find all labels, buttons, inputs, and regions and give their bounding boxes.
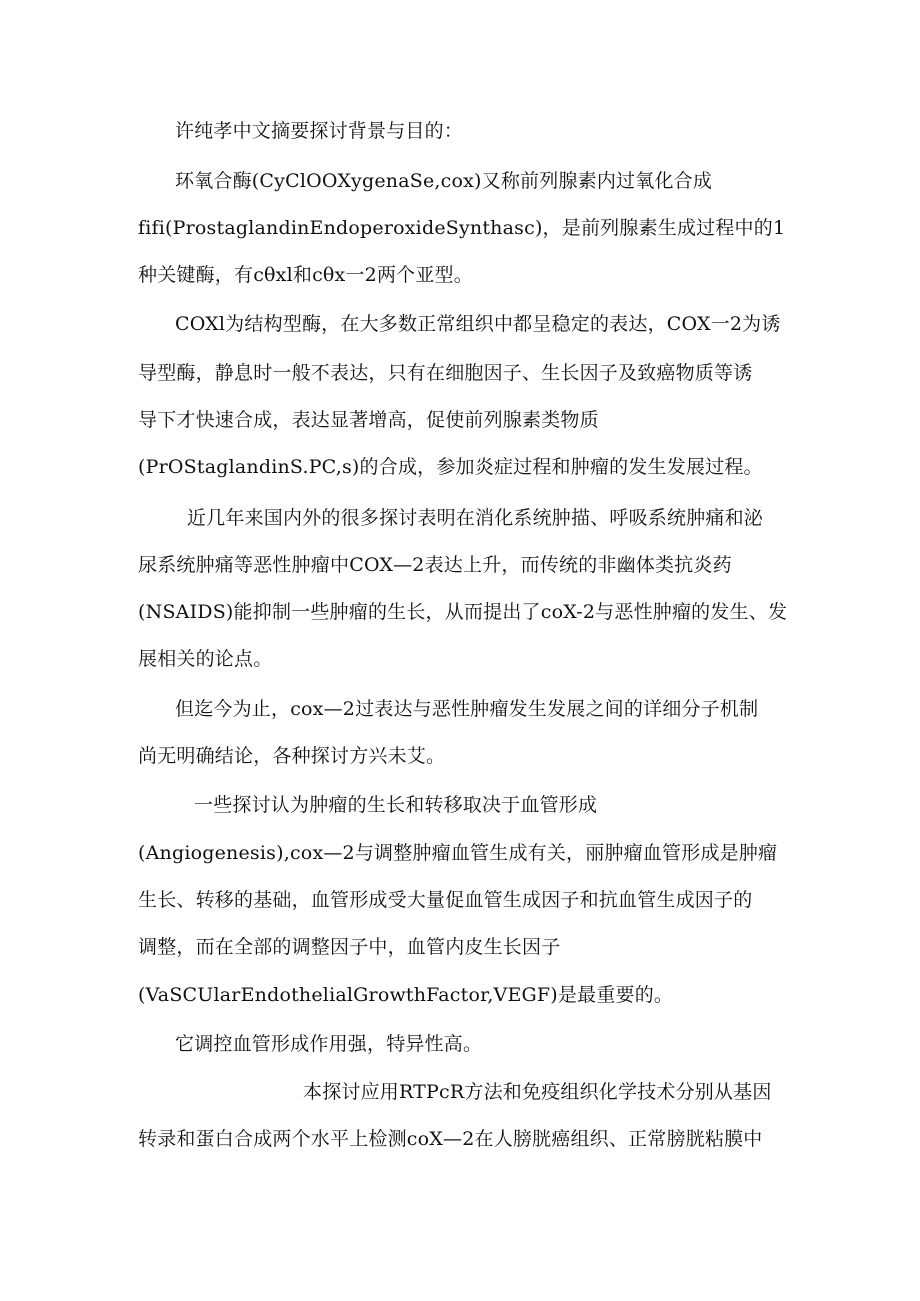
text-line: COXl为结构型酶，在大多数正常组织中都呈稳定的表达，COX一2为诱	[175, 313, 781, 335]
text-line: (NSAIDS)能抑制一些肿瘤的生长，从而提出了coX-2与恶性肿瘤的发生、发	[138, 601, 788, 623]
text-line: 转录和蛋白合成两个水平上检测coX—2在人膀胱癌组织、正常膀胱粘膜中	[138, 1128, 763, 1150]
text-line: 尚无明确结论，各种探讨方兴未艾。	[138, 745, 446, 767]
text-line: 许纯孝中文摘要探讨背景与目的：	[175, 120, 464, 142]
text-line: (Angiogenesis),cox—2与调整肿瘤血管生成有关，丽肿瘤血管形成是肿瘤	[138, 842, 778, 864]
text-line: 种关键酶，有cθxl和cθx一2两个亚型。	[138, 264, 473, 286]
text-line: (VaSCUlarEndothelialGrowthFactor,VEGF)是最重要的。	[138, 984, 674, 1006]
text-line: 环氧合酶(CyClOOXygenaSe,cox)又称前列腺素内过氧化合成	[175, 170, 713, 192]
text-line: 导下才快速合成，表达显著增高，促使前列腺素类物质	[138, 409, 599, 431]
text-line: 近几年来国内外的很多探讨表明在消化系统肿描、呼吸系统肿痛和泌	[187, 507, 764, 529]
text-line: 展相关的论点。	[138, 648, 273, 670]
text-line: 它调控血管形成作用强，特异性高。	[175, 1033, 483, 1055]
text-line: 尿系统肿痛等恶性肿瘤中COX—2表达上升，而传统的非幽体类抗炎药	[138, 554, 732, 576]
text-line: 本探讨应用RTPcR方法和免疫组织化学技术分别从基因	[303, 1081, 772, 1103]
text-line: (PrOStaglandinS.PC,s)的合成，参加炎症过程和肿瘤的发生发展过程。	[138, 456, 763, 478]
text-line: 生长、转移的基础，血管形成受大量促血管生成因子和抗血管生成因子的	[138, 889, 753, 911]
text-line: 调整，而在全部的调整因子中，血管内皮生长因子	[138, 936, 561, 958]
text-line: 一些探讨认为肿瘤的生长和转移取决于血管形成	[194, 794, 598, 816]
text-line: 但迄今为止，cox—2过表达与恶性肿瘤发生发展之间的详细分子机制	[175, 698, 759, 720]
text-line: fifi(ProstaglandinEndoperoxideSynthasc)，是前列腺素生成过程中的1	[138, 217, 786, 239]
text-line: 导型酶，静息时一般不表达，只有在细胞因子、生长因子及致癌物质等诱	[138, 362, 753, 384]
